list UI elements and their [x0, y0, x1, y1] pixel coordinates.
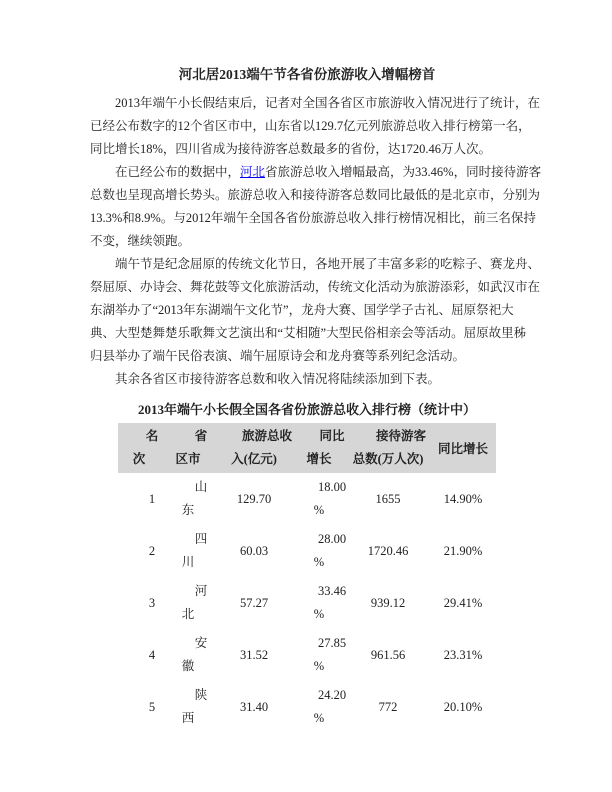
cell-revenue: 31.40	[239, 699, 269, 714]
paragraph-line: 2013年端午小长假结束后，记者对全国各省区市旅游收入情况进行了统计，在	[115, 96, 541, 110]
paragraph-line: 其余各省区市接待游客总数和收入情况将陆续添加到下表。	[115, 372, 441, 386]
header-province: 省 区市	[160, 423, 216, 473]
cell-growth: 33.46 %	[313, 584, 346, 621]
header-visitor-growth: 同比增长	[430, 423, 496, 473]
paragraph-line: 不变，继续领跑。	[90, 234, 191, 248]
cell-visitor-growth: 23.31%	[443, 647, 483, 662]
cell-visitors: 939.12	[370, 595, 406, 610]
cell-province: 陕 西	[181, 688, 208, 725]
cell-rank: 2	[148, 543, 156, 558]
paragraph-text: 在已经公布的数据中，	[115, 165, 241, 179]
paragraph-line: 13.3%和8.9%。与2012年端午全国各省份旅游总收入排行榜情况相比，前三名保持	[90, 211, 536, 225]
header-revenue: 旅游总收 入(亿元)	[216, 423, 292, 473]
table-title: 2013年端午小长假全国各省份旅游总收入排行榜（统计中）	[137, 402, 476, 417]
table-header-row	[118, 423, 496, 473]
cell-visitor-growth: 21.90%	[443, 543, 483, 558]
header-rank: 名 次	[118, 423, 160, 473]
cell-visitors: 1720.46	[367, 543, 409, 558]
cell-province: 河 北	[181, 584, 208, 621]
cell-visitors: 1655	[375, 491, 401, 506]
ranking-table	[118, 423, 496, 733]
cell-visitors: 772	[378, 699, 398, 714]
doc-title: 河北居2013端午节各省份旅游收入增幅榜首	[178, 67, 436, 82]
header-growth: 同比 增长	[292, 423, 346, 473]
paragraph-text: 省旅游总收入增幅最高，为33.46%，同时接待游客	[265, 165, 542, 179]
table-row	[118, 525, 496, 577]
table-row	[118, 577, 496, 629]
cell-growth: 28.00 %	[313, 532, 346, 569]
cell-province: 山 东	[181, 480, 208, 517]
hebei-hyperlink[interactable]: 河北	[240, 165, 266, 179]
paragraph-4	[90, 368, 524, 391]
cell-visitor-growth: 20.10%	[443, 699, 483, 714]
paragraph-line	[90, 161, 542, 184]
cell-province: 安 徽	[181, 636, 208, 673]
table-row	[118, 473, 496, 525]
table-row	[118, 629, 496, 681]
header-visitors: 接待游客 总数(万人次)	[346, 423, 430, 473]
cell-rank: 5	[148, 699, 156, 714]
cell-revenue: 31.52	[239, 647, 269, 662]
cell-revenue: 129.70	[236, 491, 272, 506]
cell-visitor-growth: 14.90%	[443, 491, 483, 506]
cell-province: 四 川	[181, 532, 208, 569]
cell-visitor-growth: 29.41%	[443, 595, 483, 610]
paragraph-line: 祭屈原、办诗会、舞花鼓等文化旅游活动，传统文化活动为旅游添彩，如武汉市在	[90, 280, 541, 294]
cell-visitors: 961.56	[370, 647, 406, 662]
paragraph-line: 东湖举办了“2013年东湖端午文化节”，龙舟大赛、国学学子古礼、屈原祭祀大	[90, 303, 514, 317]
cell-growth: 24.20 %	[313, 688, 346, 725]
cell-growth: 27.85 %	[313, 636, 346, 673]
paragraph-3	[90, 253, 541, 368]
cell-revenue: 60.03	[239, 543, 269, 558]
table-row	[118, 681, 496, 733]
paragraph-line: 总数也呈现高增长势头。旅游总收入和接待游客总数同比最低的是北京市，分别为	[90, 188, 541, 202]
paragraph-line: 同比增长18%，四川省成为接待游客总数最多的省份，达1720.46万人次。	[90, 142, 492, 156]
cell-rank: 3	[148, 595, 156, 610]
paragraph-line: 典、大型楚舞楚乐歌舞文艺演出和“艾相随”大型民俗相亲会等活动。屈原故里秭	[90, 326, 527, 340]
paragraph-1	[90, 92, 541, 161]
paragraph-line: 归县举办了端午民俗表演、端午屈原诗会和龙舟赛等系列纪念活动。	[90, 349, 466, 363]
paragraph-2	[90, 161, 542, 253]
paragraph-line: 已经公布数字的12个省区市中，山东省以129.7亿元列旅游总收入排行榜第一名，	[90, 119, 531, 133]
cell-rank: 4	[148, 647, 156, 662]
paragraph-line: 端午节是纪念屈原的传统文化节日，各地开展了丰富多彩的吃粽子、赛龙舟、	[115, 257, 541, 271]
cell-growth: 18.00 %	[313, 480, 346, 517]
cell-revenue: 57.27	[239, 595, 269, 610]
cell-rank: 1	[148, 491, 156, 506]
